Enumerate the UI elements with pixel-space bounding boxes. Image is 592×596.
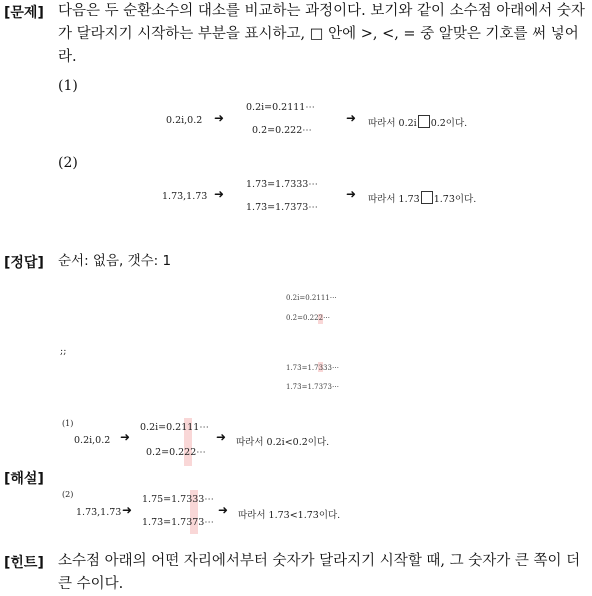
answer-thumb2-line1: 1.73̇=1.7333⋯ (286, 364, 339, 372)
problem-part2-label: (2) (58, 155, 78, 171)
right-arrow-icon: ➜ (346, 111, 357, 125)
solution-part1-line1: 0.2i̇=0.2111⋯ (140, 422, 209, 433)
hint-text: 소수점 아래의 어떤 자리에서부터 숫자가 달라지기 시작할 때, 그 숫자가 큰 쪽이 더 큰 수이다. (58, 553, 581, 592)
problem-text: 다음은 두 순환소수의 대소를 비교하는 과정이다. 보기와 같이 소수점 아래에서 숫자가 달라지기 시작하는 부분을 표시하고, □ 안에 >, <, = 중 알맞은 기호를 써 넣어라. (58, 3, 585, 65)
solution-part1-result: 따라서 0.2i̇<0.2̇이다. (236, 437, 330, 448)
answer-thumb2-line2: 1.7̇3̇=1.7373⋯ (286, 383, 339, 391)
problem-part2-line1: 1.73̇=1.7333⋯ (246, 179, 318, 190)
answer-box[interactable] (418, 115, 430, 128)
hint-tag: [힌트] (4, 555, 44, 571)
right-arrow-icon: ➜ (122, 503, 133, 517)
right-arrow-icon: ➜ (120, 430, 131, 444)
solution-part2-line1: 1.75̇=1.7333⋯ (142, 494, 214, 505)
solution-part2-label: (2) (62, 490, 74, 499)
answer-thumb1-line1: 0.2i̇=0.2111⋯ (286, 294, 337, 302)
problem-part1-result (368, 115, 467, 129)
solution-part2-given: 1.73̇,1.7̇3̇ (76, 507, 122, 518)
answer-text: 순서: 없음, 갯수: 1 (58, 253, 172, 269)
right-arrow-icon: ➜ (218, 503, 229, 517)
problem-part2-line2: 1.7̇3̇=1.7373⋯ (246, 202, 318, 213)
answer-box[interactable] (421, 191, 433, 204)
solution-part2-result: 따라서 1.73̇<1.7̇3̇이다. (238, 510, 341, 521)
solution-part1-given: 0.2i̇,0.2̇ (74, 435, 111, 446)
right-arrow-icon: ➜ (346, 187, 357, 201)
problem-part2-given: 1.73̇,1.7̇3̇ (162, 191, 208, 202)
answer-marker: ;; (60, 346, 67, 357)
solution-part1-label: (1) (62, 419, 74, 428)
answer-tag: [정답] (4, 255, 44, 271)
answer-thumb1-line2: 0.2̇=0.222⋯ (286, 314, 331, 322)
problem-part1-given: 0.2i̇,0.2̇ (166, 115, 203, 126)
problem-part1-line1: 0.2i̇=0.2111⋯ (246, 102, 315, 113)
right-arrow-icon: ➜ (216, 430, 227, 444)
problem-part2-result-suffix: 1.7̇3̇이다. (433, 194, 477, 205)
problem-part1-line2: 0.2̇=0.222⋯ (252, 125, 312, 136)
solution-part1-line2: 0.2̇=0.222⋯ (146, 447, 206, 458)
solution-part2-line2: 1.7̇3̇=1.7373⋯ (142, 517, 214, 528)
right-arrow-icon: ➜ (214, 111, 225, 125)
solution-tag: [해설] (4, 471, 44, 487)
problem-part1-label: (1) (58, 78, 78, 94)
right-arrow-icon: ➜ (214, 187, 225, 201)
problem-part1-result-suffix: 0.2̇이다. (430, 118, 468, 129)
problem-part1-result-prefix: 따라서 0.2i̇ (368, 118, 417, 129)
problem-part2-result (368, 191, 476, 205)
problem-tag: [문제] (4, 5, 44, 21)
problem-part2-result-prefix: 따라서 1.73̇ (368, 194, 420, 205)
